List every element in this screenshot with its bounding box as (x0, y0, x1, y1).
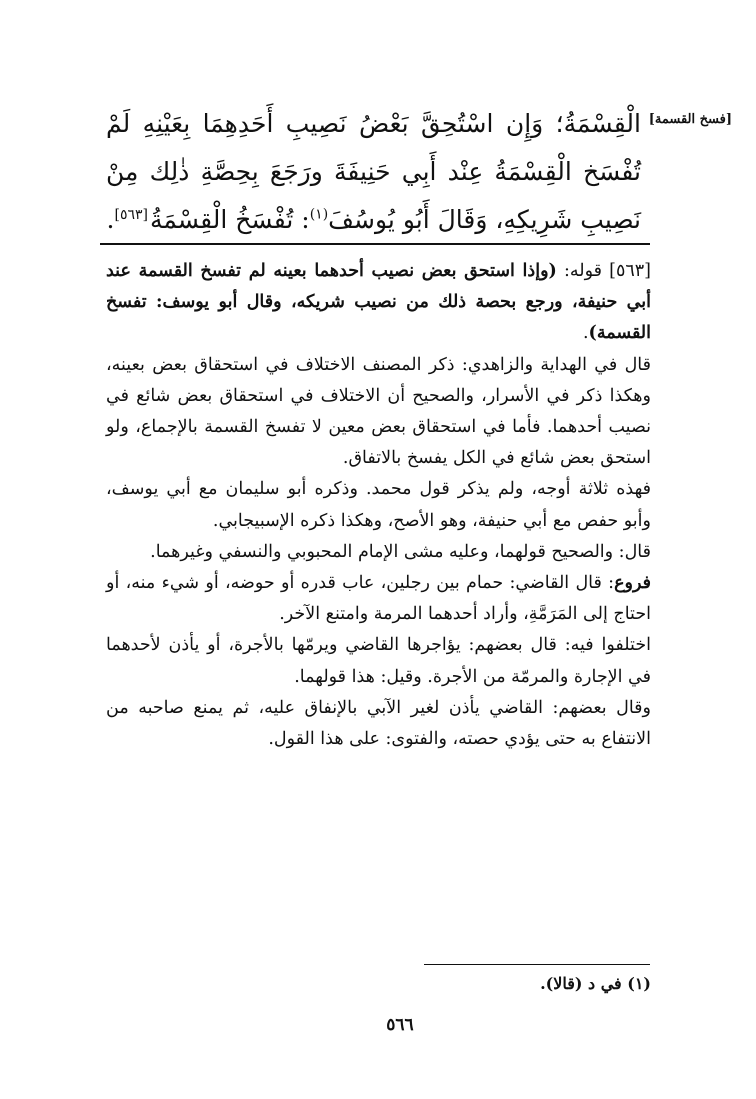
commentary (106, 256, 651, 755)
commentary-paragraph: قال: والصحيح قولهما، وعليه مشى الإمام المحبوبي والنسفي وغيرهما. (150, 541, 651, 562)
commentary-paragraph: قال في الهداية والزاهدي: ذكر المصنف الاختلاف في استحقاق بعض بعينه، وهكذا ذكر في الأسرار، والصحيح أن الاختلاف في استحقاق بعض شائع في نصيب أحدهما. فأما في استحقاق بعض معين لا تفسخ القسمة بالإجماع، ولو استحق بعض شائع في الكل يفسخ بالاتفاق. (106, 354, 651, 469)
commentary-intro: [٥٦٣] قوله: (556, 261, 651, 281)
page-number: ٥٦٦ (386, 1015, 414, 1035)
commentary-quote: (وإذا استحق بعض نصيب أحدهما بعينه لم تفسخ القسمة عند أبي حنيفة، ورجع بحصة ذلك من نصيب شريكه، وقال أبو يوسف: تفسخ القسمة) (106, 261, 651, 344)
commentary-paragraph: فهذه ثلاثة أوجه، ولم يذكر قول محمد. وذكره أبو سليمان مع أبي يوسف، وأبو حفص مع أبي حنيفة، وهو الأصح، وهكذا ذكره الإسبيجابي. (106, 479, 651, 531)
main-text-line-1: الْقِسْمَةُ؛ وَإِن اسْتُحِقَّ بَعْضُ نَصِيبِ أَحَدِهِمَا بِعَيْنِهِ لَمْ تُفْسَخ الْقِسْمَةُ (106, 109, 641, 186)
main-text-line-3b: : تُفْسَخُ الْقِسْمَةُ (149, 205, 310, 234)
commentary-paragraph: وقال بعضهم: القاضي يأذن لغير الآبي بالإنفاق عليه، ثم يمنع صاحبه من الانتفاع به حتى يؤدي حصته، والفتوى: على هذا القول. (106, 697, 651, 750)
commentary-paragraph (106, 568, 651, 630)
commentary-reference: [٥٦٣] (114, 206, 148, 223)
footnote-marker: (١) (309, 206, 329, 223)
main-text-line-2: عِنْد أَبِي حَنِيفَةَ ورَجَعَ بِحِصَّةِ ذٰلِك مِنْ نَصِيبِ شَرِيكِهِ، وَقَالَ أَبُو (106, 157, 641, 234)
margin-topic-label: [فسخ القسمة] (648, 112, 732, 127)
footnote: (١) في د (قالا). (540, 974, 651, 993)
main-text-line-3a: يُوسُفَ (328, 205, 395, 234)
commentary-paragraph (106, 256, 651, 350)
commentary-quote-end: . (582, 323, 589, 344)
commentary-paragraph: اختلفوا فيه: قال بعضهم: يؤاجرها القاضي ويرمّها بالأجرة، أو يأذن لأحدهما في الإجارة والمرمّة من الأجرة. وقيل: هذا قولهما. (106, 635, 651, 687)
footnote-divider (424, 964, 650, 965)
main-divider (100, 243, 650, 245)
main-text-end: . (106, 205, 115, 234)
furu-heading: فروع (614, 573, 651, 594)
furu-text: : قال القاضي: حمام بين رجلين، عاب قدره أو حوضه، أو شيء منه، أو احتاج إلى المَرَمَّةِ، وأراد أحدهما المرمة وامتنع الآخر. (106, 573, 651, 625)
main-text (106, 100, 641, 244)
